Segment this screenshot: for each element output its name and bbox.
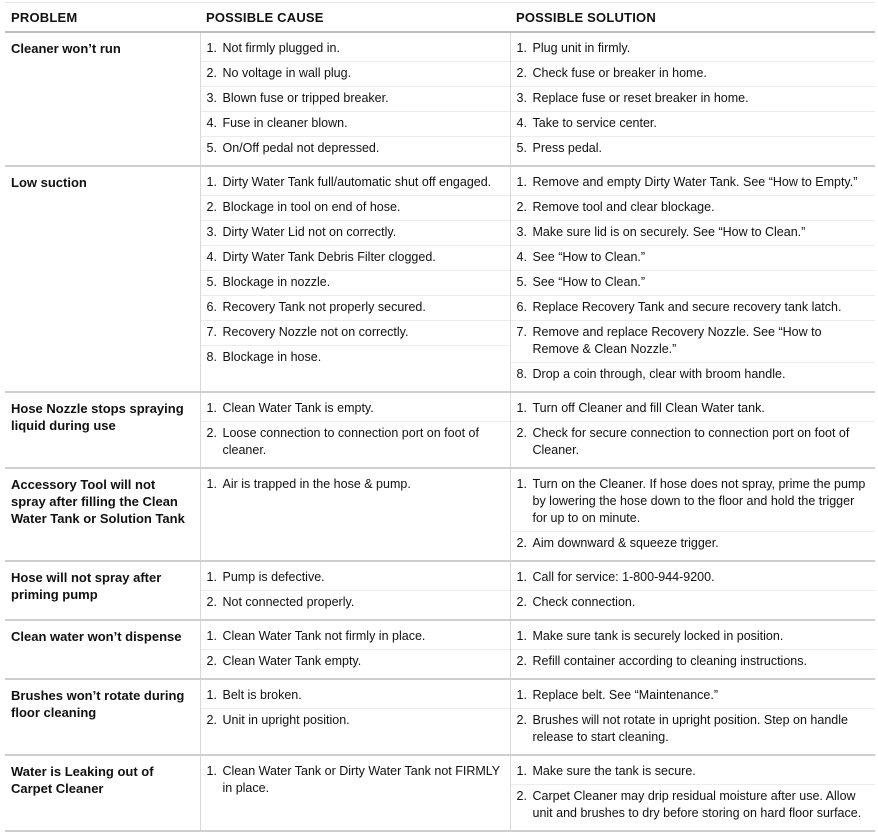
cause-item-text: Unit in upright position. bbox=[222, 713, 350, 727]
cause-item-number: 1. bbox=[206, 629, 217, 643]
solution-item-number: 7. bbox=[516, 325, 527, 339]
cause-item-number: 2. bbox=[206, 595, 217, 609]
problem-cell: Hose Nozzle stops spraying liquid during use bbox=[5, 392, 200, 468]
cause-item-text: Blown fuse or tripped breaker. bbox=[222, 91, 389, 105]
cause-item bbox=[201, 473, 510, 497]
cause-cell bbox=[200, 392, 510, 468]
cause-item bbox=[201, 625, 510, 650]
cause-item-number: 2. bbox=[206, 654, 217, 668]
cause-item-text: Clean Water Tank not firmly in place. bbox=[222, 629, 426, 643]
solution-item-number: 2. bbox=[516, 200, 527, 214]
cause-item bbox=[201, 37, 510, 62]
cause-item-text: Blockage in nozzle. bbox=[222, 275, 331, 289]
solution-item bbox=[511, 296, 876, 321]
table-row bbox=[5, 755, 875, 831]
cause-item-number: 2. bbox=[206, 200, 217, 214]
table-body bbox=[5, 32, 875, 831]
cause-item-number: 2. bbox=[206, 66, 217, 80]
solution-item bbox=[511, 196, 876, 221]
cause-item-text: Air is trapped in the hose & pump. bbox=[222, 477, 411, 491]
solution-item-text: Aim downward & squeeze trigger. bbox=[532, 536, 719, 550]
cause-item-text: Dirty Water Tank Debris Filter clogged. bbox=[222, 250, 436, 264]
solution-item bbox=[511, 591, 876, 615]
cause-item-text: Recovery Tank not properly secured. bbox=[222, 300, 426, 314]
solution-item-text: Check for secure connection to connection port on foot of Cleaner. bbox=[532, 426, 850, 457]
cause-item-number: 1. bbox=[206, 41, 217, 55]
solution-item-number: 2. bbox=[516, 66, 527, 80]
table-row bbox=[5, 32, 875, 166]
header-possible-cause: POSSIBLE CAUSE bbox=[200, 3, 510, 33]
solution-item-number: 2. bbox=[516, 536, 527, 550]
cause-list bbox=[201, 680, 510, 737]
cause-list bbox=[201, 469, 510, 501]
cause-item bbox=[201, 566, 510, 591]
problem-cell: Clean water won’t dispense bbox=[5, 620, 200, 679]
table-row bbox=[5, 468, 875, 561]
cause-cell bbox=[200, 468, 510, 561]
cause-item-text: Clean Water Tank empty. bbox=[222, 654, 362, 668]
table-row bbox=[5, 392, 875, 468]
solution-item-text: Brushes will not rotate in upright position. Step on handle release to start cleaning. bbox=[532, 713, 848, 744]
cause-item-number: 8. bbox=[206, 350, 217, 364]
solution-item bbox=[511, 321, 876, 363]
solution-item bbox=[511, 760, 876, 785]
solution-item-text: Replace belt. See “Maintenance.” bbox=[532, 688, 719, 702]
solution-item-text: Check connection. bbox=[532, 595, 636, 609]
cause-item-text: On/Off pedal not depressed. bbox=[222, 141, 380, 155]
cause-item-text: Not connected properly. bbox=[222, 595, 355, 609]
solution-item-text: See “How to Clean.” bbox=[532, 250, 646, 264]
solution-cell bbox=[510, 755, 875, 831]
cause-item bbox=[201, 271, 510, 296]
cause-item-text: Recovery Nozzle not on correctly. bbox=[222, 325, 409, 339]
solution-item bbox=[511, 532, 876, 556]
solution-item-number: 2. bbox=[516, 654, 527, 668]
cause-item-text: Pump is defective. bbox=[222, 570, 325, 584]
solution-list bbox=[511, 33, 876, 165]
solution-item bbox=[511, 363, 876, 387]
solution-item-number: 5. bbox=[516, 275, 527, 289]
cause-item-number: 5. bbox=[206, 275, 217, 289]
table-row bbox=[5, 679, 875, 755]
problem-cell: Accessory Tool will not spray after filling the Clean Water Tank or Solution Tank bbox=[5, 468, 200, 561]
solution-item bbox=[511, 87, 876, 112]
solution-item-text: Turn off Cleaner and fill Clean Water tank. bbox=[532, 401, 765, 415]
solution-item-number: 2. bbox=[516, 595, 527, 609]
cause-item bbox=[201, 171, 510, 196]
solution-item bbox=[511, 112, 876, 137]
cause-item-text: Loose connection to connection port on foot of cleaner. bbox=[222, 426, 479, 457]
cause-item bbox=[201, 112, 510, 137]
solution-item-text: Remove tool and clear blockage. bbox=[532, 200, 715, 214]
solution-list bbox=[511, 680, 876, 754]
solution-item-text: Make sure tank is securely locked in position. bbox=[532, 629, 784, 643]
solution-item-text: Refill container according to cleaning instructions. bbox=[532, 654, 807, 668]
cause-item bbox=[201, 246, 510, 271]
troubleshooting-table bbox=[5, 2, 875, 832]
solution-list bbox=[511, 756, 876, 830]
solution-cell bbox=[510, 468, 875, 561]
cause-item-number: 6. bbox=[206, 300, 217, 314]
solution-cell bbox=[510, 392, 875, 468]
cause-item-number: 1. bbox=[206, 401, 217, 415]
solution-item-text: Replace Recovery Tank and secure recovery tank latch. bbox=[532, 300, 842, 314]
cause-item bbox=[201, 650, 510, 674]
solution-item-text: See “How to Clean.” bbox=[532, 275, 646, 289]
table-header bbox=[5, 3, 875, 33]
solution-item-number: 1. bbox=[516, 688, 527, 702]
cause-item bbox=[201, 62, 510, 87]
cause-cell bbox=[200, 32, 510, 166]
cause-item-number: 1. bbox=[206, 175, 217, 189]
cause-item-number: 5. bbox=[206, 141, 217, 155]
cause-item bbox=[201, 296, 510, 321]
cause-item-text: Blockage in tool on end of hose. bbox=[222, 200, 401, 214]
cause-list bbox=[201, 621, 510, 678]
solution-item-number: 3. bbox=[516, 91, 527, 105]
cause-item bbox=[201, 221, 510, 246]
solution-list bbox=[511, 393, 876, 467]
cause-list bbox=[201, 393, 510, 467]
problem-cell: Hose will not spray after priming pump bbox=[5, 561, 200, 620]
cause-item-number: 3. bbox=[206, 91, 217, 105]
solution-item bbox=[511, 785, 876, 826]
solution-item bbox=[511, 246, 876, 271]
solution-item-text: Turn on the Cleaner. If hose does not spray, prime the pump by lowering the hose down to the floor and hold the trigger for up to on minute. bbox=[532, 477, 866, 525]
cause-list bbox=[201, 167, 510, 374]
solution-item-number: 1. bbox=[516, 629, 527, 643]
cause-item bbox=[201, 346, 510, 370]
cause-item-text: Dirty Water Tank full/automatic shut off engaged. bbox=[222, 175, 492, 189]
solution-item-text: Call for service: 1-800-944-9200. bbox=[532, 570, 715, 584]
cause-item bbox=[201, 87, 510, 112]
solution-item bbox=[511, 473, 876, 532]
cause-item-text: Fuse in cleaner blown. bbox=[222, 116, 348, 130]
table-row bbox=[5, 166, 875, 392]
solution-cell bbox=[510, 32, 875, 166]
cause-item bbox=[201, 196, 510, 221]
solution-item-number: 1. bbox=[516, 477, 527, 491]
solution-item-text: Take to service center. bbox=[532, 116, 657, 130]
header-problem: PROBLEM bbox=[5, 3, 200, 33]
solution-item-number: 6. bbox=[516, 300, 527, 314]
cause-item-text: Clean Water Tank is empty. bbox=[222, 401, 374, 415]
cause-item bbox=[201, 709, 510, 733]
solution-item bbox=[511, 650, 876, 674]
solution-item-text: Make sure the tank is secure. bbox=[532, 764, 696, 778]
solution-item bbox=[511, 566, 876, 591]
solution-list bbox=[511, 621, 876, 678]
solution-item bbox=[511, 221, 876, 246]
problem-cell: Brushes won’t rotate during floor cleaning bbox=[5, 679, 200, 755]
solution-item bbox=[511, 684, 876, 709]
cause-item-number: 7. bbox=[206, 325, 217, 339]
solution-item bbox=[511, 271, 876, 296]
solution-item bbox=[511, 37, 876, 62]
solution-item-text: Press pedal. bbox=[532, 141, 602, 155]
solution-item bbox=[511, 709, 876, 750]
solution-item-text: Carpet Cleaner may drip residual moisture after use. Allow unit and brushes to dry before storing on hard floor surface. bbox=[532, 789, 862, 820]
solution-item bbox=[511, 397, 876, 422]
solution-list bbox=[511, 562, 876, 619]
solution-item-number: 2. bbox=[516, 426, 527, 440]
cause-item-number: 4. bbox=[206, 116, 217, 130]
cause-item-number: 1. bbox=[206, 477, 217, 491]
cause-item bbox=[201, 321, 510, 346]
solution-item-number: 8. bbox=[516, 367, 527, 381]
solution-item-number: 4. bbox=[516, 250, 527, 264]
cause-item-text: Dirty Water Lid not on correctly. bbox=[222, 225, 397, 239]
cause-list bbox=[201, 756, 510, 805]
solution-item-number: 4. bbox=[516, 116, 527, 130]
problem-cell: Cleaner won’t run bbox=[5, 32, 200, 166]
cause-item bbox=[201, 591, 510, 615]
cause-item-number: 1. bbox=[206, 688, 217, 702]
cause-item-text: Not firmly plugged in. bbox=[222, 41, 340, 55]
solution-item bbox=[511, 171, 876, 196]
problem-cell: Water is Leaking out of Carpet Cleaner bbox=[5, 755, 200, 831]
solution-item bbox=[511, 62, 876, 87]
table-row bbox=[5, 561, 875, 620]
solution-item bbox=[511, 625, 876, 650]
solution-item bbox=[511, 422, 876, 463]
cause-item-number: 1. bbox=[206, 570, 217, 584]
solution-item-number: 1. bbox=[516, 764, 527, 778]
cause-item-text: Blockage in hose. bbox=[222, 350, 322, 364]
cause-item-number: 3. bbox=[206, 225, 217, 239]
solution-list bbox=[511, 469, 876, 560]
cause-item-text: Clean Water Tank or Dirty Water Tank not FIRMLY in place. bbox=[222, 764, 500, 795]
table-row bbox=[5, 620, 875, 679]
solution-item-number: 2. bbox=[516, 789, 527, 803]
solution-item-number: 1. bbox=[516, 41, 527, 55]
cause-item-text: Belt is broken. bbox=[222, 688, 302, 702]
cause-item bbox=[201, 760, 510, 801]
solution-item-text: Remove and replace Recovery Nozzle. See “How to Remove & Clean Nozzle.” bbox=[532, 325, 822, 356]
cause-item-number: 2. bbox=[206, 426, 217, 440]
solution-item-text: Remove and empty Dirty Water Tank. See “How to Empty.” bbox=[532, 175, 858, 189]
cause-item bbox=[201, 684, 510, 709]
solution-item-text: Drop a coin through, clear with broom handle. bbox=[532, 367, 786, 381]
solution-item-text: Plug unit in firmly. bbox=[532, 41, 631, 55]
solution-cell bbox=[510, 620, 875, 679]
cause-item-number: 1. bbox=[206, 764, 217, 778]
solution-item-number: 1. bbox=[516, 570, 527, 584]
header-possible-solution: POSSIBLE SOLUTION bbox=[510, 3, 875, 33]
cause-item-number: 2. bbox=[206, 713, 217, 727]
solution-item-number: 3. bbox=[516, 225, 527, 239]
cause-cell bbox=[200, 620, 510, 679]
solution-item-number: 5. bbox=[516, 141, 527, 155]
cause-item bbox=[201, 397, 510, 422]
solution-item bbox=[511, 137, 876, 161]
cause-item-text: No voltage in wall plug. bbox=[222, 66, 352, 80]
solution-cell bbox=[510, 679, 875, 755]
solution-item-number: 1. bbox=[516, 175, 527, 189]
cause-cell bbox=[200, 166, 510, 392]
cause-item bbox=[201, 137, 510, 161]
cause-item bbox=[201, 422, 510, 463]
solution-item-number: 1. bbox=[516, 401, 527, 415]
cause-item-number: 4. bbox=[206, 250, 217, 264]
cause-cell bbox=[200, 561, 510, 620]
cause-list bbox=[201, 33, 510, 165]
solution-item-text: Make sure lid is on securely. See “How to Clean.” bbox=[532, 225, 806, 239]
cause-list bbox=[201, 562, 510, 619]
cause-cell bbox=[200, 679, 510, 755]
solution-cell bbox=[510, 166, 875, 392]
solution-list bbox=[511, 167, 876, 391]
solution-item-text: Replace fuse or reset breaker in home. bbox=[532, 91, 749, 105]
solution-item-number: 2. bbox=[516, 713, 527, 727]
cause-cell bbox=[200, 755, 510, 831]
solution-cell bbox=[510, 561, 875, 620]
solution-item-text: Check fuse or breaker in home. bbox=[532, 66, 707, 80]
problem-cell: Low suction bbox=[5, 166, 200, 392]
